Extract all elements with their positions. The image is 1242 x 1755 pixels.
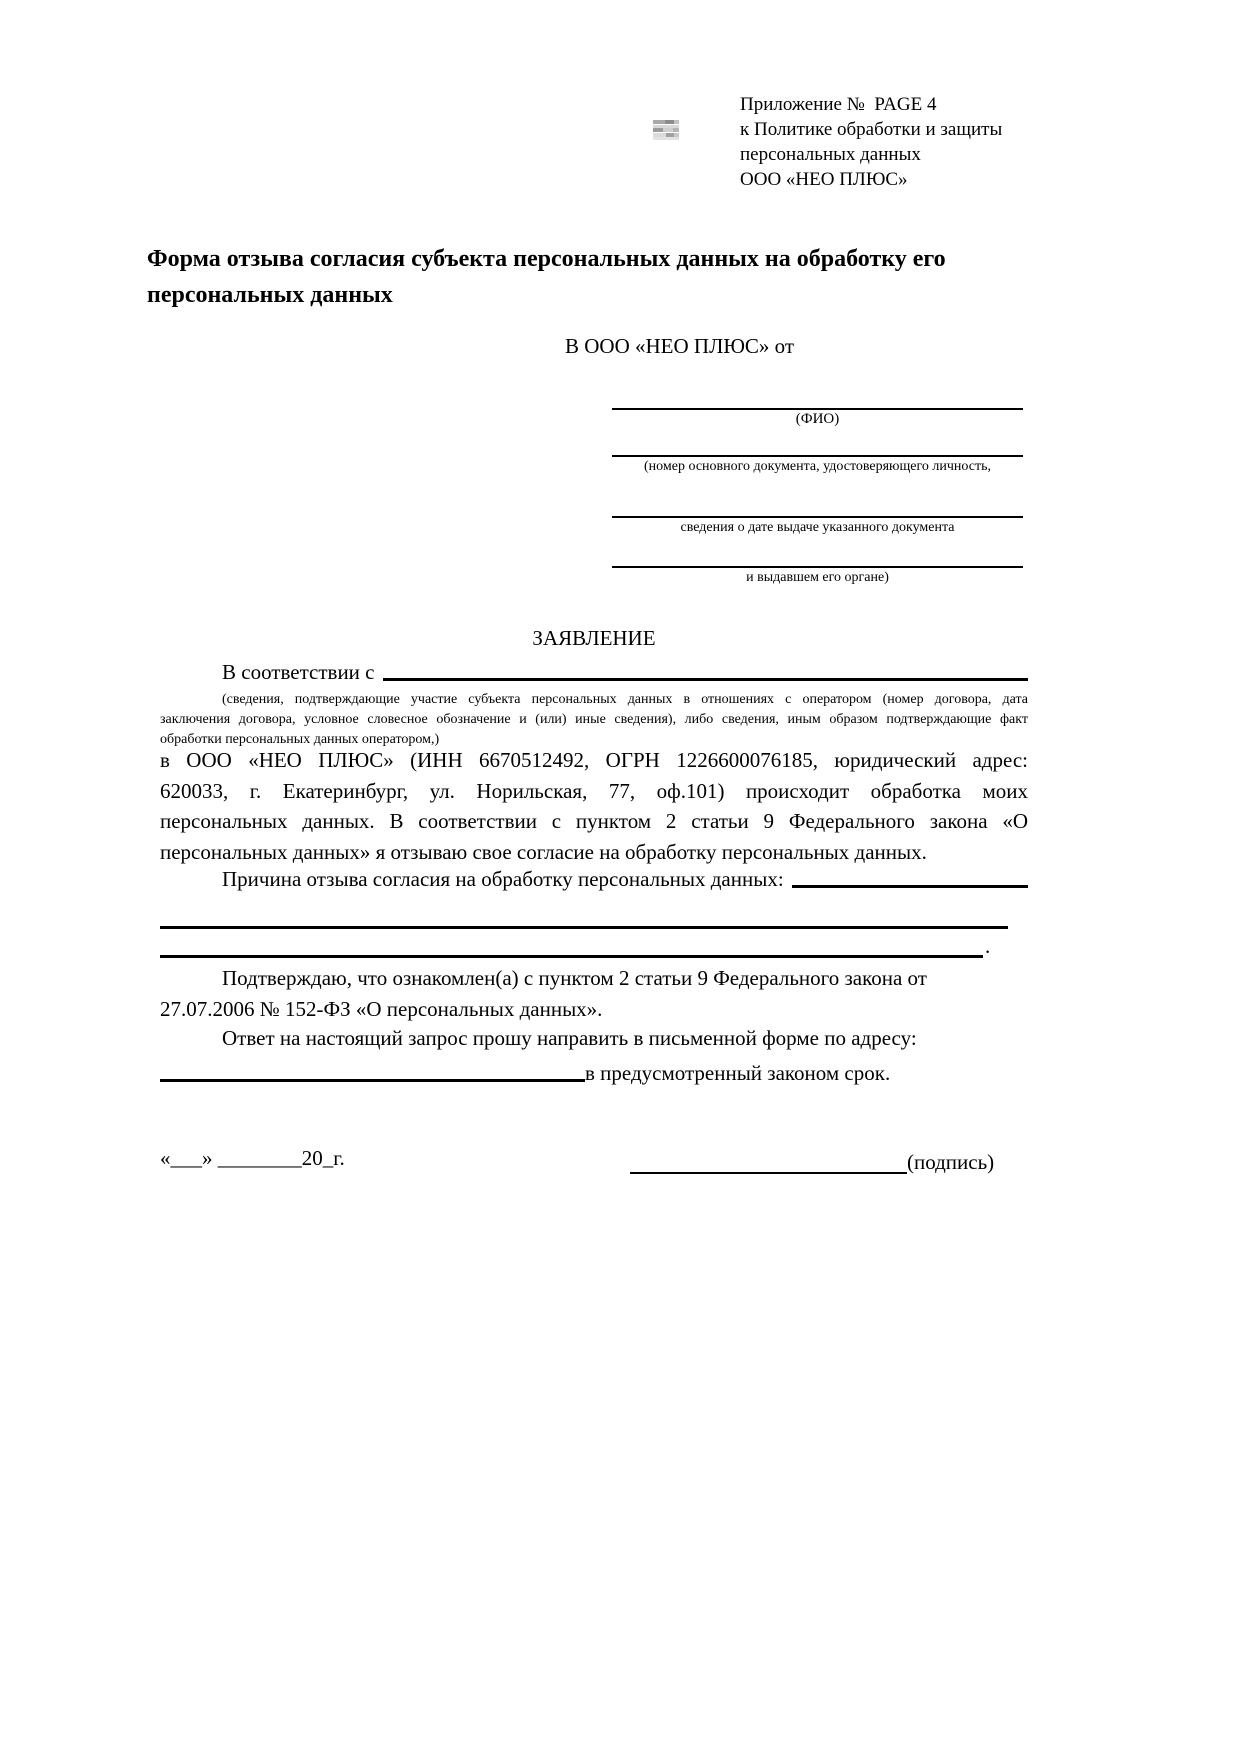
field-caption-document-number: (номер основного документа, удостоверяющего личность, bbox=[644, 459, 991, 474]
blank-line-period: . bbox=[985, 934, 991, 958]
signature-caption: (подпись) bbox=[907, 1150, 995, 1174]
appendix-header bbox=[740, 92, 1070, 192]
field-caption-issue-date: сведения о дате выдаче указанного документа bbox=[680, 520, 955, 535]
confirmation-line: 27.07.2006 № 152-ФЗ «О персональных данных». bbox=[160, 997, 603, 1021]
document-title-line: Форма отзыва согласия субъекта персональных данных на обработку его bbox=[147, 246, 946, 272]
date-line: «___» ________20_г. bbox=[160, 1146, 345, 1170]
field-caption-fio: (ФИО) bbox=[795, 411, 840, 427]
fill-in-line-issuing-authority bbox=[612, 566, 1023, 568]
confirmation-line: Подтверждаю, что ознакомлен(а) с пунктом 2 статьи 9 Федерального закона от bbox=[222, 966, 927, 990]
statement-body-line: персональных данных. В соответствии с пунктом 2 статьи 9 Федерального закона «О bbox=[160, 809, 1028, 833]
document-title bbox=[147, 241, 1047, 313]
footnote-line: (сведения, подтверждающие участие субъекта персональных данных в отношениях с оператором (номер договора, дата bbox=[222, 692, 1028, 707]
reason-row bbox=[160, 867, 1028, 892]
fill-in-line-blank bbox=[160, 955, 983, 958]
fill-in-line-reason bbox=[792, 885, 1028, 888]
fill-in-line-fio bbox=[612, 408, 1023, 410]
intro-row bbox=[160, 660, 1028, 685]
signature-line bbox=[630, 1172, 907, 1174]
addressee-fields bbox=[612, 380, 1023, 600]
statement-heading: ЗАЯВЛЕНИЕ bbox=[532, 626, 656, 650]
appendix-line: персональных данных bbox=[740, 144, 921, 165]
footnote bbox=[160, 690, 1028, 750]
addressee-line: В ООО «НЕО ПЛЮС» от bbox=[565, 334, 795, 358]
appendix-line: к Политике обработки и защиты bbox=[740, 119, 1003, 140]
fill-in-line-document-number bbox=[612, 455, 1023, 457]
statement-body-line: в ООО «НЕО ПЛЮС» (ИНН 6670512492, ОГРН 1226600076185, юридический адрес: bbox=[160, 748, 1028, 772]
reason-label: Причина отзыва согласия на обработку персональных данных: bbox=[222, 867, 784, 891]
document-title-line: персональных данных bbox=[147, 282, 393, 308]
fill-in-line-basis bbox=[383, 678, 1029, 681]
field-caption-issuing-authority: и выдавшем его органе) bbox=[746, 570, 889, 585]
reply-row bbox=[160, 1056, 1028, 1086]
statement-body-line: персональных данных» я отзываю свое согласие на обработку персональных данных. bbox=[160, 839, 927, 864]
fill-in-line-issue-date bbox=[612, 516, 1023, 518]
fill-in-line-address bbox=[160, 1079, 585, 1082]
appendix-line: ООО «НЕО ПЛЮС» bbox=[740, 169, 908, 190]
blurred-thumbnail-icon bbox=[653, 118, 679, 142]
reply-suffix: в предусмотренный законом срок. bbox=[585, 1061, 891, 1085]
appendix-line: Приложение № PAGE 4 bbox=[740, 94, 937, 115]
footnote-line: заключения договора, условное словесное обозначение и (или) иные сведения), либо сведения, иным образом подтверждающие факт bbox=[160, 712, 1028, 727]
footnote-line: обработки персональных данных оператором,) bbox=[160, 732, 440, 747]
fill-in-line-blank bbox=[160, 926, 1008, 929]
reply-label: Ответ на настоящий запрос прошу направить в письменной форме по адресу: bbox=[222, 1026, 917, 1050]
statement-body bbox=[160, 745, 1028, 867]
intro-prefix: В соответствии с bbox=[222, 660, 375, 684]
statement-body-line: 620033, г. Екатеринбург, ул. Норильская, 77, оф.101) происходит обработка моих bbox=[160, 778, 1028, 803]
confirmation-paragraph bbox=[160, 963, 1028, 1025]
